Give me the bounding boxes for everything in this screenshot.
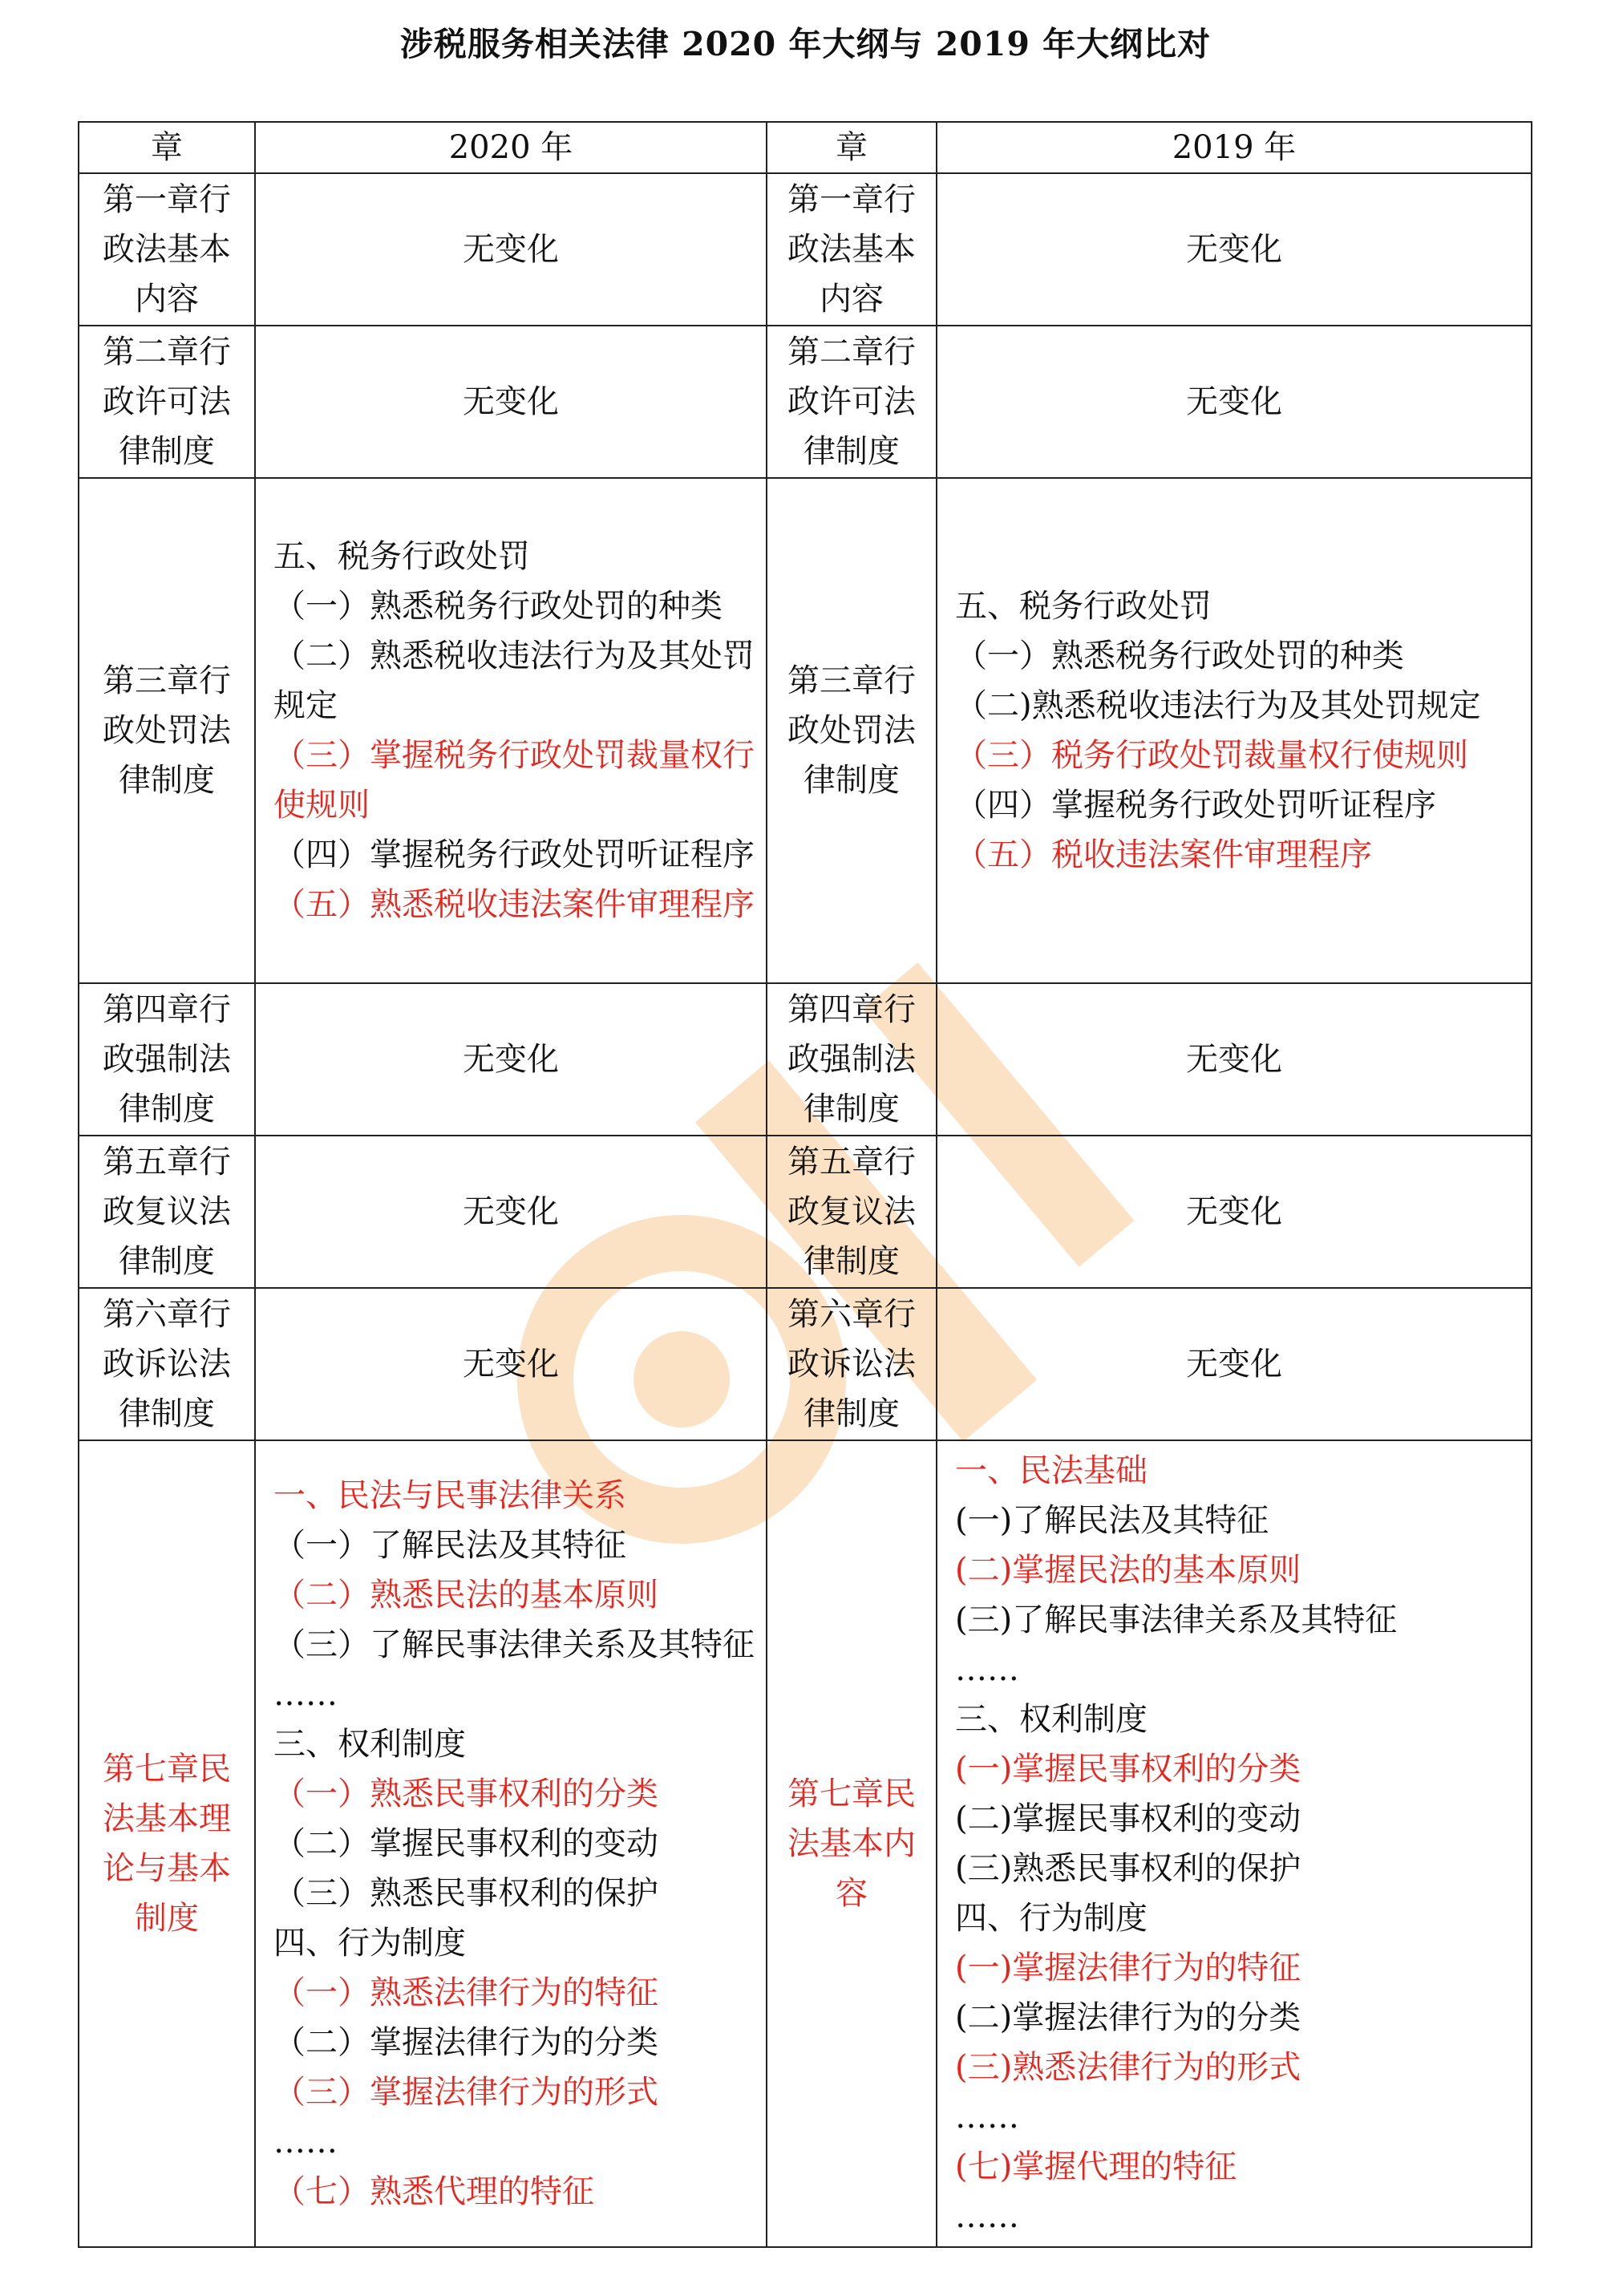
outline-item: 四、行为制度	[273, 1925, 466, 1962]
outline-item: 无变化	[1186, 1346, 1282, 1383]
outline-item: 三、权利制度	[273, 1726, 466, 1763]
outline-item: (一)掌握民事权利的分类	[955, 1751, 1301, 1788]
outline-item: （二）掌握民事权利的变动	[273, 1825, 658, 1862]
outline-item: 无变化	[1186, 231, 1282, 268]
outline-2019-cell	[937, 173, 1532, 326]
outline-item: （一）熟悉税务行政处罚的种类	[273, 588, 723, 625]
outline-item: （四）掌握税务行政处罚听证程序	[273, 836, 755, 873]
outline-2020-cell	[255, 1136, 767, 1288]
outline-item: (三)了解民事法律关系及其特征	[955, 1602, 1398, 1638]
chapter-2019-cell: 第一章行政法基本内容	[767, 173, 937, 326]
outline-item: (三)熟悉法律行为的形式	[955, 2049, 1301, 2086]
table-row	[79, 1440, 1532, 2247]
chapter-2019-cell: 第七章民法基本内容	[767, 1440, 937, 2247]
header-year-2020: 2020 年	[255, 122, 767, 173]
chapter-2020-cell: 第五章行政复议法律制度	[79, 1136, 255, 1288]
outline-item: 无变化	[463, 383, 559, 420]
outline-item: ……	[955, 1651, 1019, 1688]
outline-item: 无变化	[463, 231, 559, 268]
header-chapter-2020: 章	[79, 122, 255, 173]
outline-2020-cell	[255, 1288, 767, 1440]
outline-item: （三）掌握税务行政处罚裁量权行使规则	[273, 737, 755, 824]
outline-2020-cell	[255, 478, 767, 983]
outline-2019-cell	[937, 326, 1532, 478]
chapter-2019-cell: 第三章行政处罚法律制度	[767, 478, 937, 983]
outline-item: 五、税务行政处罚	[955, 588, 1212, 625]
outline-item: （一）熟悉税务行政处罚的种类	[955, 638, 1404, 674]
outline-item: 三、权利制度	[955, 1701, 1148, 1738]
chapter-2019-cell: 第二章行政许可法律制度	[767, 326, 937, 478]
outline-2019-cell	[937, 1288, 1532, 1440]
outline-2019-cell	[937, 1440, 1532, 2247]
outline-item: ……	[955, 2198, 1019, 2235]
outline-item: 无变化	[463, 1346, 559, 1383]
outline-item: （二）熟悉民法的基本原则	[273, 1577, 658, 1614]
outline-item: （三）熟悉民事权利的保护	[273, 1875, 658, 1912]
outline-item: 无变化	[463, 1193, 559, 1230]
outline-item: 五、税务行政处罚	[273, 538, 530, 575]
outline-item: 无变化	[463, 1041, 559, 1078]
table-header-row	[79, 122, 1532, 173]
outline-item: ……	[273, 2124, 338, 2160]
outline-item: ……	[955, 2099, 1019, 2136]
outline-item: (二)掌握法律行为的分类	[955, 1999, 1301, 2036]
outline-item: 一、民法与民事法律关系	[273, 1477, 626, 1514]
outline-item: （三）掌握法律行为的形式	[273, 2074, 658, 2111]
chapter-2020-cell: 第二章行政许可法律制度	[79, 326, 255, 478]
outline-item: (三)熟悉民事权利的保护	[955, 1850, 1301, 1887]
table-row	[79, 173, 1532, 326]
outline-item: (二)掌握民法的基本原则	[955, 1552, 1301, 1589]
table-row	[79, 326, 1532, 478]
outline-2020-cell	[255, 1440, 767, 2247]
outline-item: （二）掌握法律行为的分类	[273, 2024, 658, 2061]
chapter-2019-cell: 第六章行政诉讼法律制度	[767, 1288, 937, 1440]
header-chapter-2019: 章	[767, 122, 937, 173]
outline-2020-cell	[255, 326, 767, 478]
outline-2019-cell	[937, 478, 1532, 983]
page-title: 涉税服务相关法律 2020 年大纲与 2019 年大纲比对	[399, 25, 1212, 63]
outline-item: ……	[273, 1676, 338, 1713]
table-body	[79, 173, 1532, 2247]
chapter-2020-cell: 第七章民法基本理论与基本制度	[79, 1440, 255, 2247]
chapter-2020-cell: 第六章行政诉讼法律制度	[79, 1288, 255, 1440]
outline-item: 无变化	[1186, 1041, 1282, 1078]
outline-item: （一）了解民法及其特征	[273, 1527, 626, 1564]
chapter-2020-cell: 第四章行政强制法律制度	[79, 983, 255, 1136]
outline-2020-cell	[255, 173, 767, 326]
outline-item: （二）熟悉税收违法行为及其处罚规定	[273, 638, 755, 724]
chapter-2019-cell: 第四章行政强制法律制度	[767, 983, 937, 1136]
outline-item: （五）税收违法案件审理程序	[955, 836, 1372, 873]
table-row	[79, 983, 1532, 1136]
outline-2019-cell	[937, 1136, 1532, 1288]
outline-item: (一)了解民法及其特征	[955, 1502, 1269, 1539]
outline-item: (七)掌握代理的特征	[955, 2148, 1237, 2185]
outline-2019-cell	[937, 983, 1532, 1136]
outline-item: （一）熟悉法律行为的特征	[273, 1974, 658, 2011]
chapter-2020-cell: 第一章行政法基本内容	[79, 173, 255, 326]
outline-item: （四）掌握税务行政处罚听证程序	[955, 787, 1436, 824]
outline-item: 无变化	[1186, 1193, 1282, 1230]
outline-item: 无变化	[1186, 383, 1282, 420]
chapter-2020-cell: 第三章行政处罚法律制度	[79, 478, 255, 983]
outline-item: （三）了解民事法律关系及其特征	[273, 1626, 755, 1663]
outline-comparison-table	[78, 121, 1532, 2248]
table-row	[79, 478, 1532, 983]
outline-item: （二)熟悉税收违法行为及其处罚规定	[955, 687, 1481, 724]
outline-item: (二)掌握民事权利的变动	[955, 1800, 1301, 1837]
outline-item: (一)掌握法律行为的特征	[955, 1950, 1301, 1986]
outline-item: （七）熟悉代理的特征	[273, 2173, 594, 2210]
outline-2020-cell	[255, 983, 767, 1136]
table-row	[79, 1288, 1532, 1440]
outline-item: （一）熟悉民事权利的分类	[273, 1776, 658, 1812]
table-row	[79, 1136, 1532, 1288]
header-year-2019: 2019 年	[937, 122, 1532, 173]
outline-item: （三）税务行政处罚裁量权行使规则	[955, 737, 1468, 774]
outline-item: （五）熟悉税收违法案件审理程序	[273, 886, 755, 923]
outline-item: 四、行为制度	[955, 1900, 1148, 1937]
outline-item: 一、民法基础	[955, 1452, 1148, 1489]
chapter-2019-cell: 第五章行政复议法律制度	[767, 1136, 937, 1288]
